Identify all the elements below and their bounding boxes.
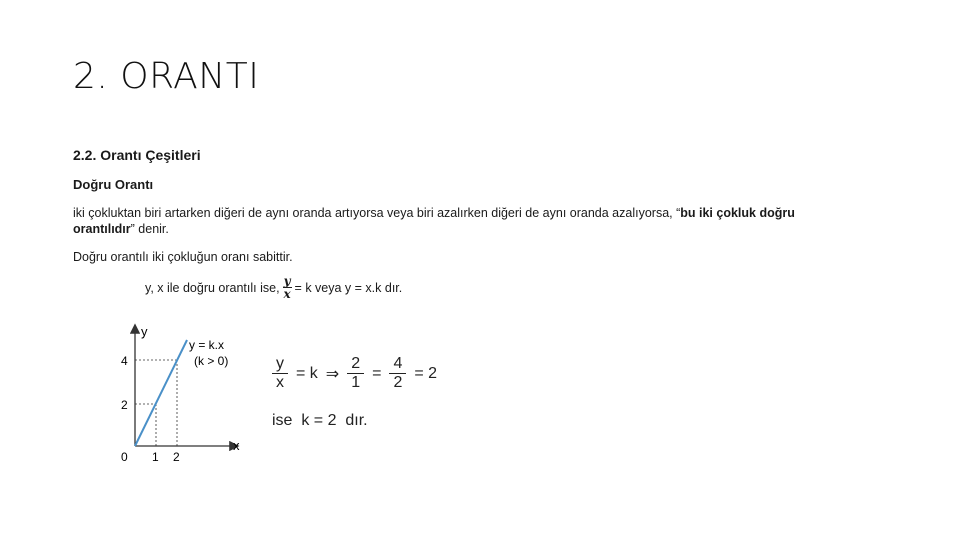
fraction-4-over-2 — [389, 355, 406, 392]
equals-sign: = — [372, 364, 382, 382]
proportion-graph — [115, 320, 255, 470]
fraction-numerator: 2 — [347, 355, 364, 374]
formula-prefix: y, x ile doğru orantılı ise, — [145, 280, 280, 295]
fraction-denominator: 2 — [393, 374, 403, 391]
x-axis-label: x — [233, 438, 240, 453]
proportion-line — [135, 340, 187, 446]
result-prefix: ise — [272, 412, 293, 429]
fraction-2-over-1 — [347, 355, 364, 392]
definition-bold: bu iki çokluk doğru orantılıdır — [73, 206, 795, 236]
result-value: k = 2 — [301, 412, 337, 429]
fraction-numerator: y — [272, 355, 288, 374]
x-tick-2: 2 — [173, 450, 180, 464]
definition-end: ” denir. — [130, 222, 169, 236]
equation-row — [272, 355, 437, 392]
definition-paragraph — [73, 205, 833, 237]
equals-two: = 2 — [414, 364, 438, 382]
sub-heading: Doğru Orantı — [73, 177, 154, 192]
formula-fraction — [283, 275, 292, 300]
line-label: y = k.x — [189, 338, 225, 352]
y-axis-label: y — [141, 324, 148, 339]
formula-suffix: = k veya y = x.k dır. — [294, 280, 403, 295]
y-tick-4: 4 — [121, 354, 128, 368]
x-tick-1: 1 — [152, 450, 159, 464]
formula-numerator: y — [283, 274, 291, 288]
equals-k: = k — [296, 364, 318, 382]
y-tick-2: 2 — [121, 398, 128, 412]
fraction-denominator: x — [276, 374, 284, 391]
definition-text: iki çokluktan biri artarken diğeri de aynı oranda artıyorsa veya biri azalırken diğeri de aynı oranda azalıyorsa, “ — [73, 206, 681, 220]
section-heading: 2.2. Orantı Çeşitleri — [73, 147, 201, 163]
fraction-y-over-x — [272, 355, 288, 392]
formula-denominator: x — [283, 287, 291, 301]
result-suffix: dır. — [345, 412, 368, 429]
result-line — [272, 412, 368, 430]
slide-title: 2. ORANTI — [73, 56, 260, 97]
fraction-denominator: 1 — [351, 374, 361, 391]
x-tick-0: 0 — [121, 450, 128, 464]
implies-arrow: ⇒ — [325, 364, 340, 383]
fraction-numerator: 4 — [389, 355, 406, 374]
line-condition: (k > 0) — [194, 354, 229, 368]
equation-block — [272, 355, 437, 392]
ratio-statement: Doğru orantılı iki çokluğun oranı sabittir. — [73, 250, 293, 264]
formula-line — [145, 275, 402, 300]
